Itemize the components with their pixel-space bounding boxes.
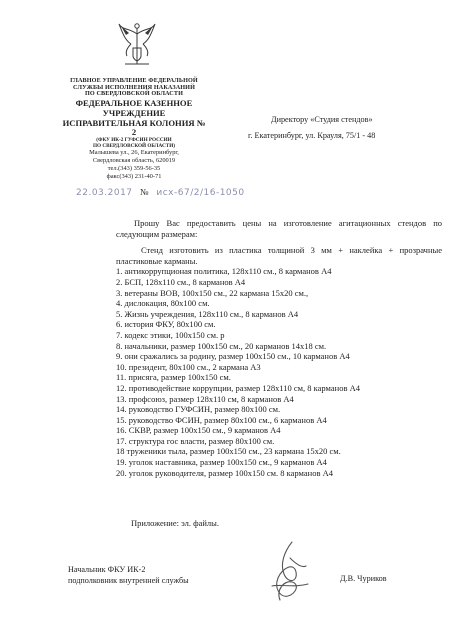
sender-fax: факс(343) 231-40-71 (106, 172, 162, 180)
list-item: 7. кодекс этики, 100х150 см. р (116, 329, 225, 340)
attachment-note: Приложение: эл. файлы. (131, 518, 220, 528)
list-item: 6. история ФКУ, 80х100 см. (116, 319, 216, 330)
letter-body (116, 218, 442, 478)
addressee-address: г. Екатеринбург, ул. Крауля, 75/1 - 48 (248, 130, 376, 140)
institution-line: ФЕДЕРАЛЬНОЕ КАЗЕННОЕ (75, 97, 193, 108)
list-item: 13. профсоюз, размер 128х110 см, 8 карманов А4 (116, 393, 294, 404)
list-item: 12. противодействие коррупции, размер 128х110 см, 8 карманов А4 (116, 382, 360, 393)
list-item: 3. ветераны ВОВ, 100х150 см., 22 кармана 15х20 см., (116, 287, 309, 298)
position-line: Начальник ФКУ ИК-2 (68, 565, 146, 574)
list-item: 9. они сражались за родину, размер 100х150 см., 10 карманов А4 (116, 351, 350, 362)
list-item: 11. присяга, размер 100х150 см. (116, 372, 231, 383)
signatory-name: Д.В. Чуриков (340, 574, 387, 583)
sender-address: Малышева ул., 26, Екатеринбург, (89, 149, 179, 157)
institution-line: ИСПРАВИТЕЛЬНАЯ КОЛОНИЯ № 2 (62, 117, 206, 137)
registration-number: исх-67/2/16-1050 (156, 188, 245, 198)
request-paragraph: Прошу Вас предоставить цены на изготовление агитационных стендов по следующим размерам: (116, 218, 442, 239)
institution-abbr: (ФКУ ИК-2 ГУФСИН РОССИИ (96, 136, 172, 143)
signatory-position (68, 565, 189, 586)
registration-date: 22.03.2017 (76, 188, 133, 198)
list-item: 15. руководство ФСИН, размер 80х100 см., 6 карманов А4 (116, 414, 327, 425)
sender-address: Свердловская область, 620019 (92, 157, 176, 165)
rank-line: подполковник внутренней службы (68, 575, 189, 585)
header-line: ГЛАВНОЕ УПРАВЛЕНИЕ ФЕДЕРАЛЬНОЙ (70, 77, 198, 84)
number-sign: № (139, 187, 149, 197)
header-line: ПО СВЕРДЛОВСКОЙ ОБЛАСТИ (84, 90, 184, 97)
list-item: 18 труженики тыла, размер 100х150 см., 23 кармана 15х20 см. (116, 446, 341, 457)
institution-abbr: ПО СВЕРДЛОВСКОЙ ОБЛАСТИ) (93, 143, 175, 150)
list-item: 20. уголок руководителя, размер 100х150 см. 8 карманов А4 (116, 467, 333, 478)
list-item: 10. президент, 80х100 см., 2 кармана А3 (116, 361, 261, 372)
list-item: 4. дислокация, 80х100 см. (116, 298, 210, 309)
handwritten-signature (262, 538, 317, 608)
list-item: 2. БСП, 128х110 см., 8 карманов А4 (116, 276, 246, 287)
addressee-block (248, 112, 375, 143)
material-paragraph: Стенд изготовить из пластика толщиной 3 мм + наклейка + прозрачные пластиковые карманы. (116, 245, 442, 266)
list-item: 19. уголок наставника, размер 100х150 см., 9 карманов А4 (116, 457, 327, 468)
stand-list (116, 266, 442, 478)
addressee-title: Директору «Студия стендов» (271, 115, 373, 124)
list-item: 17. структура гос власти, размер 80х100 см. (116, 435, 275, 446)
fsin-eagle-emblem-icon (117, 20, 157, 70)
sender-header (60, 78, 208, 180)
list-item: 14. руководство ГУФСИН, размер 80х100 см. (116, 404, 281, 415)
list-item: 16. СКВР, размер 100х150 см., 9 карманов А4 (116, 425, 281, 436)
header-line: СЛУЖБЫ ИСПОЛНЕНИЯ НАКАЗАНИЙ (72, 83, 196, 91)
institution-line: УЧРЕЖДЕНИЕ (102, 107, 166, 118)
sender-phone: тел.(343) 359-56-35 (107, 164, 161, 172)
list-item: 1. антикоррупционая политика, 128х110 см., 8 карманов А4 (116, 266, 332, 277)
list-item: 8. начальники, размер 100х150 см., 20 карманов 14х18 см. (116, 340, 327, 351)
registration-line (76, 187, 245, 198)
list-item: 5. Жизнь учреждения, 128х110 см., 8 карманов А4 (116, 308, 299, 319)
